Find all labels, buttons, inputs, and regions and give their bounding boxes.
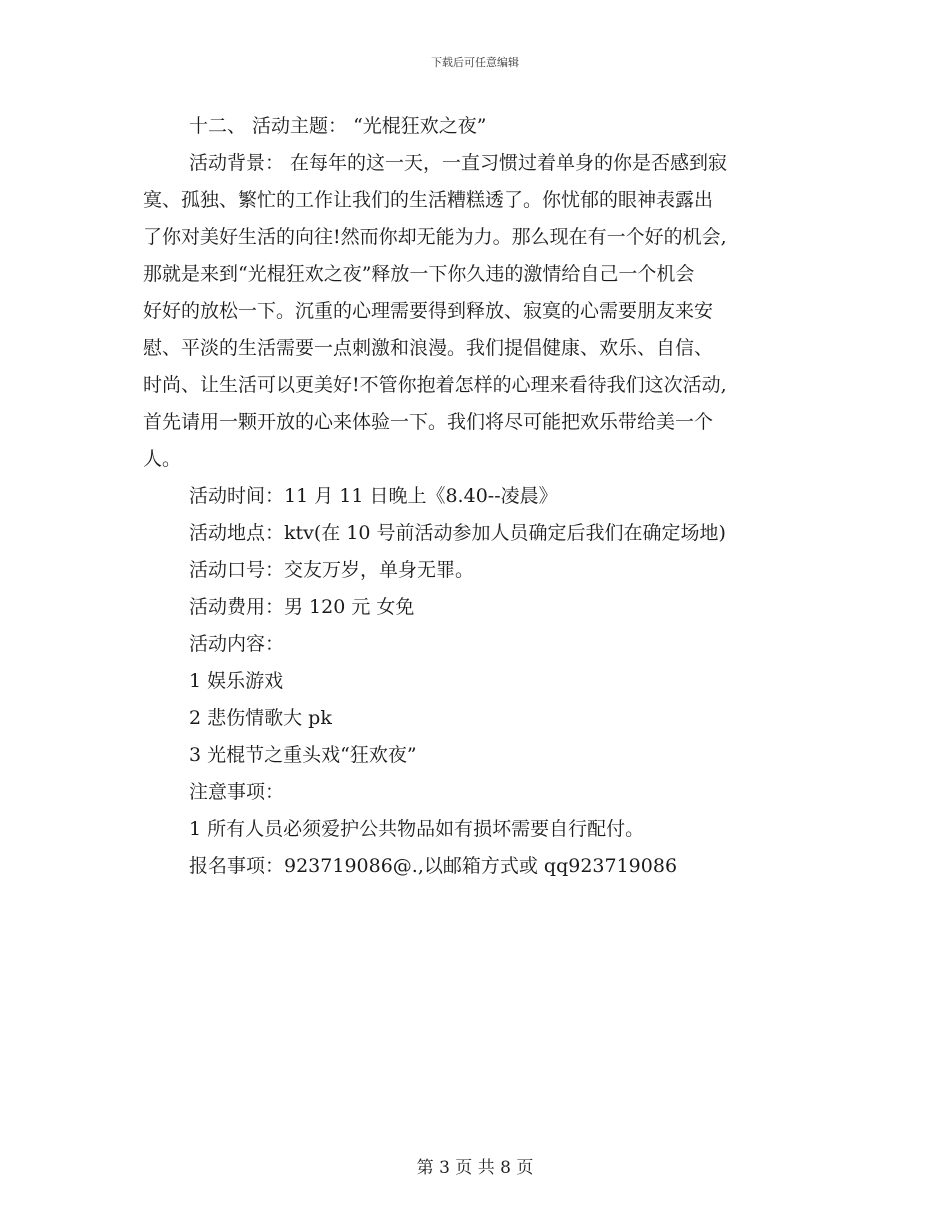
notes-item: 1 所有人员必须爱护公共物品如有损坏需要自行配付。 [189,818,645,840]
detail-slogan: 活动口号：交友万岁，单身无罪。 [189,559,475,581]
content-item: 3 光棍节之重头戏“狂欢夜” [189,744,417,766]
detail-content-heading: 活动内容： [189,633,285,655]
background-line: 那就是来到“光棍狂欢之夜”释放一下你久违的激情给自己一个机会 [143,263,695,285]
registration-info: 报名事项：923719086@.,以邮箱方式或 qq923719086 [189,855,678,877]
background-line: 好好的放松一下。沉重的心理需要得到释放、寂寞的心需要朋友来安 [143,300,714,322]
detail-location: 活动地点：ktv(在 10 号前活动参加人员确定后我们在确定场地) [189,522,726,544]
content-item: 2 悲伤情歌大 pk [189,707,332,729]
page-footer: 第 3 页 共 8 页 [416,1158,534,1178]
content-item: 1 娱乐游戏 [189,670,284,692]
background-line: 人。 [143,448,182,470]
document-body [143,108,811,885]
background-line: 慰、平淡的生活需要一点刺激和浪漫。我们提倡健康、欢乐、自信、 [143,337,714,359]
detail-time: 活动时间：11 月 11 日晚上《8.40--凌晨》 [189,485,558,507]
detail-fee: 活动费用：男 120 元 女免 [189,596,415,618]
background-line: 首先请用一颗开放的心来体验一下。我们将尽可能把欢乐带给美一个 [143,411,714,433]
header-note: 下载后可任意编辑 [431,56,519,69]
background-line: 了你对美好生活的向往!然而你却无能为力。那么现在有一个好的机会, [143,226,727,248]
background-line: 活动背景： 在每年的这一天，一直习惯过着单身的你是否感到寂 [189,152,728,174]
background-line: 寞、孤独、繁忙的工作让我们的生活糟糕透了。你忧郁的眼神表露出 [143,189,714,211]
background-line: 时尚、让生活可以更美好!不管你抱着怎样的心理来看待我们这次活动, [143,374,727,396]
section-title: 十二、 活动主题： “光棍狂欢之夜” [189,115,487,137]
notes-heading: 注意事项： [189,781,285,803]
